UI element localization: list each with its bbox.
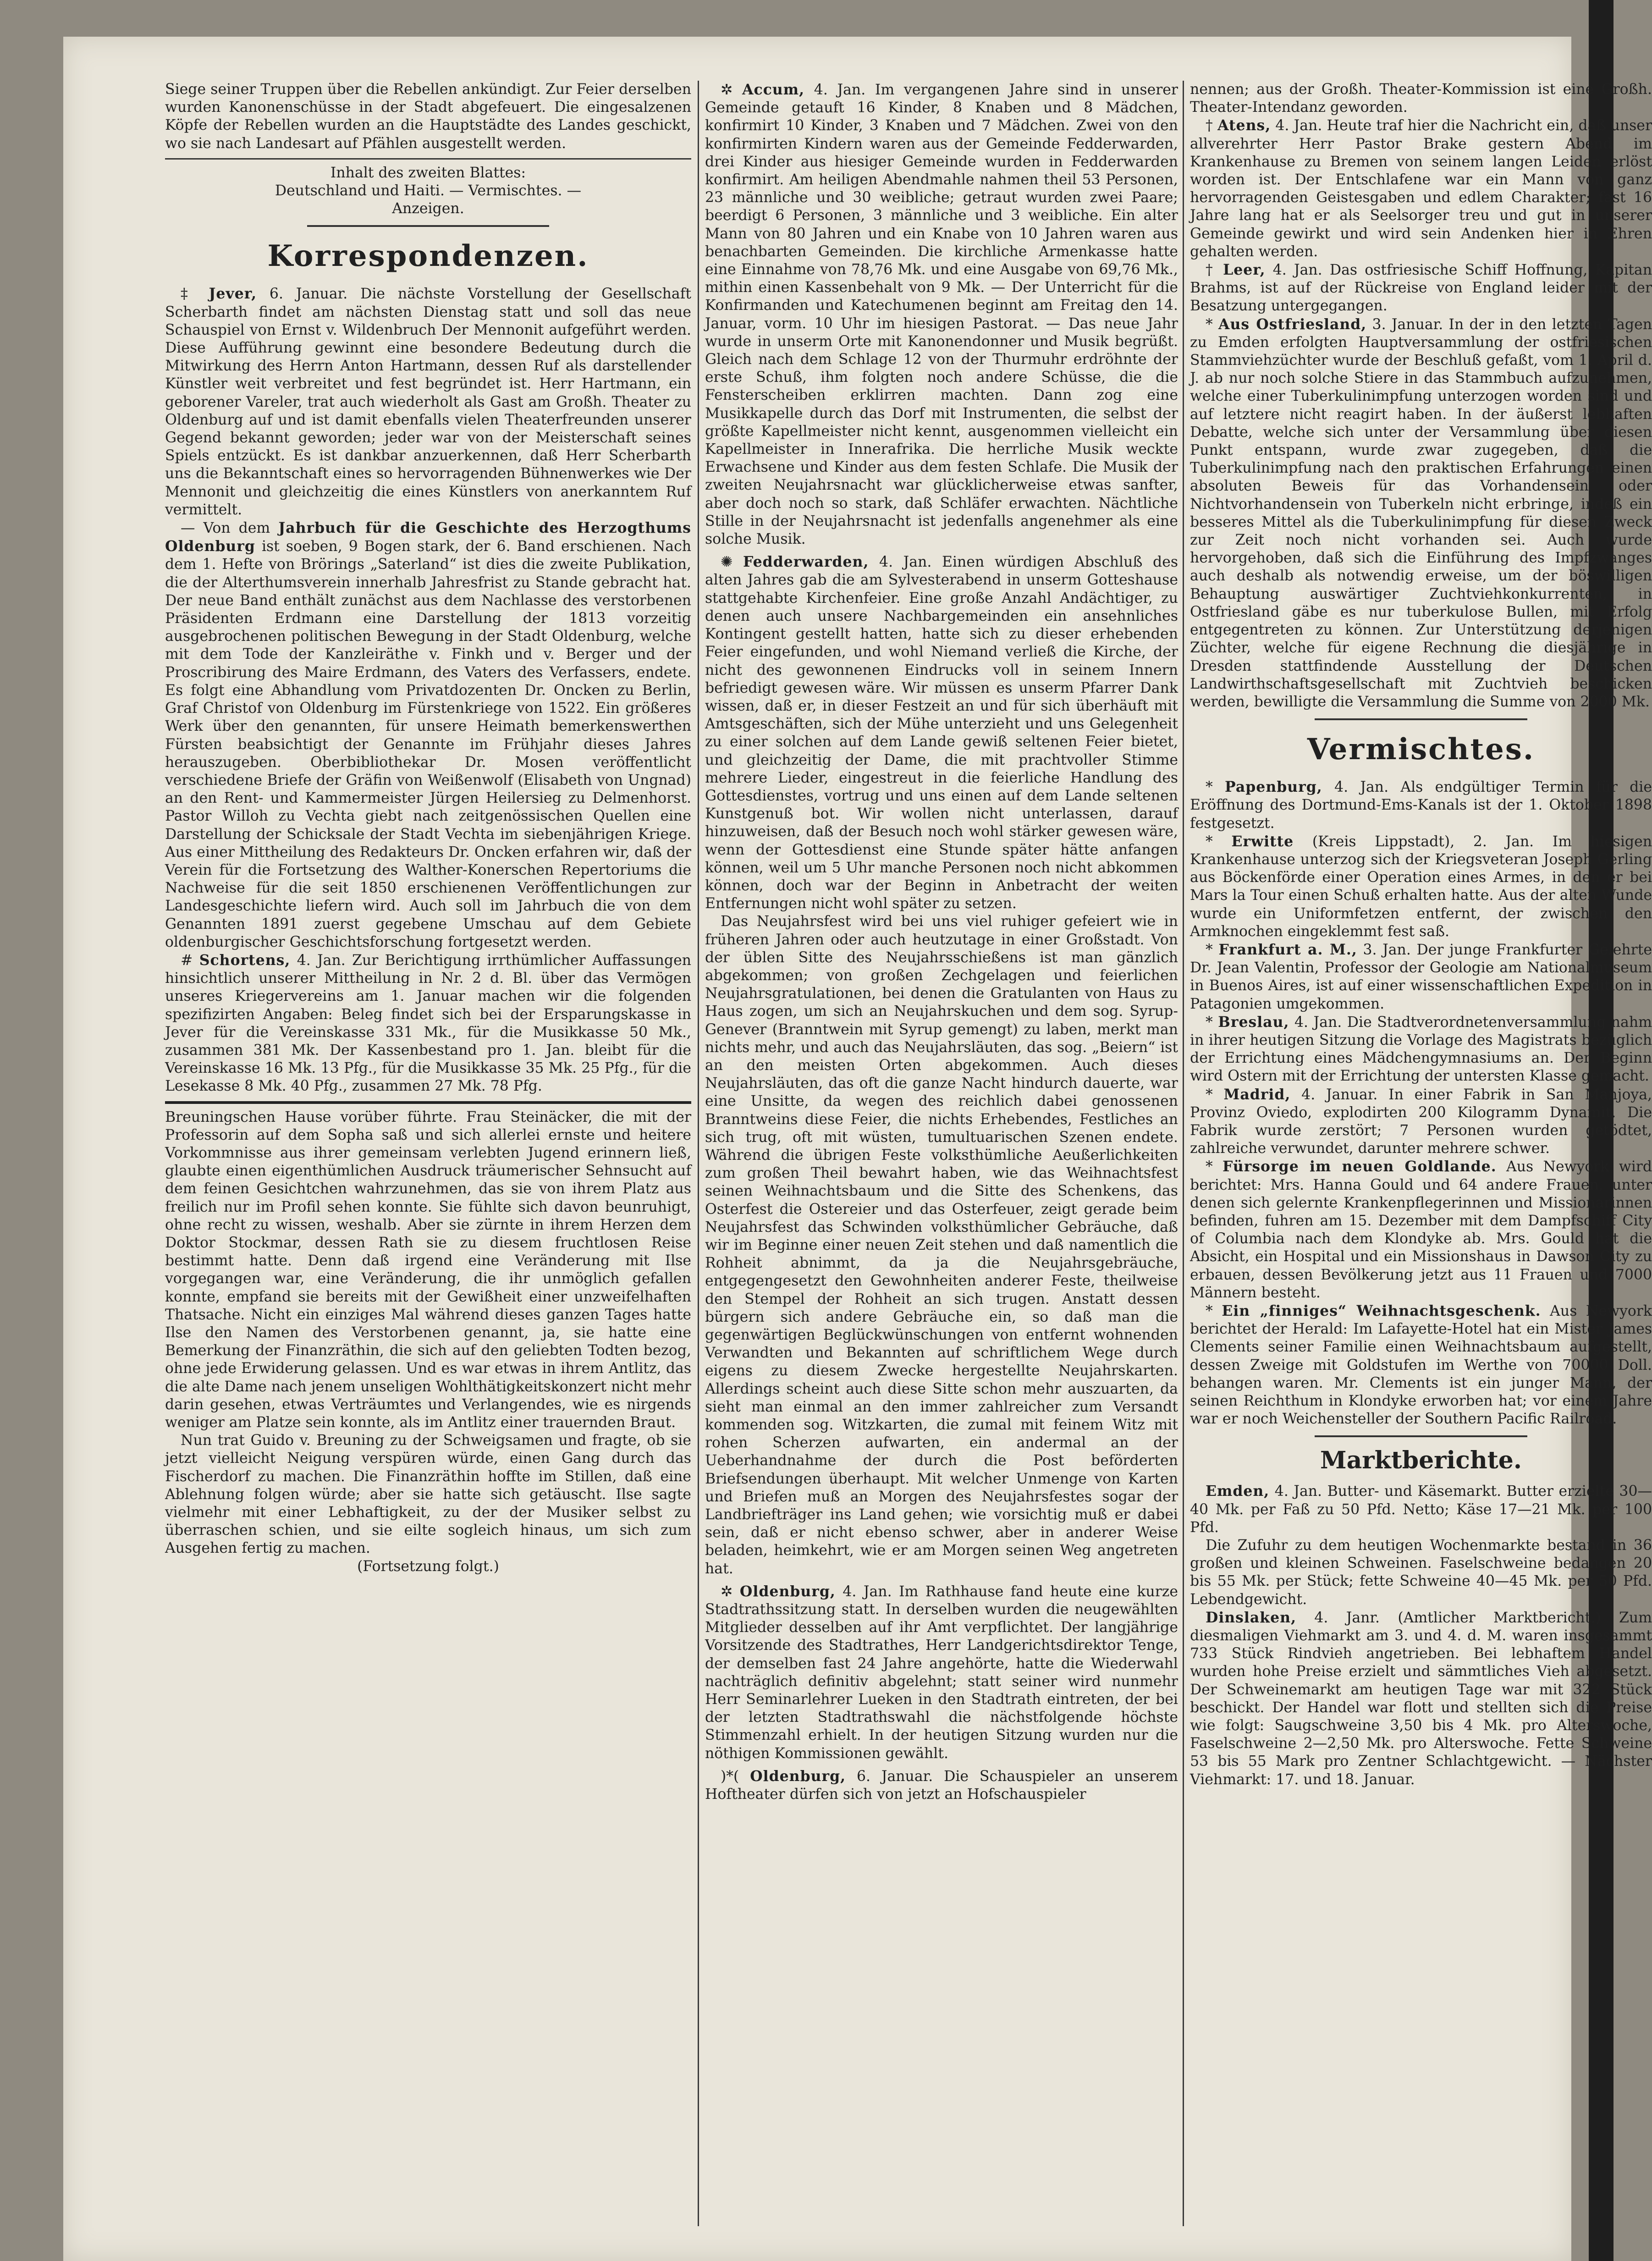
dateline-place: Erwitte xyxy=(1231,833,1294,850)
spacer xyxy=(705,1578,1178,1583)
article-body: 6. Januar. Die nächste Vorstellung der Gesellschaft Scherbarth findet am nächsten Dienstag statt und soll das neue Schauspiel von Ernst v. Wildenbruch Der Mennonit aufgeführt werden. Diese Aufführung gewinnt eine besondere Bedeutung durch die Mitwirkung des Herrn Anton Hartmann, dessen Ruf als darstellender Künstler weit verbreitet und fest begründet ist. Herr Hartmann, ein geborener Vareler, trat auch wiederholt als Gast am Großh. Theater zu Oldenburg auf und ist damit ebenfalls vielen Theaterfreunden unserer Gegend bekannt geworden; jeder war von der Meisterschaft seines Spiels entzückt. Es ist dankbar anzuerkennen, daß Herr Scherbarth uns die Bekanntschaft eines so hervorragenden Bühnenwerkes wie Der Mennonit und gleichzeitig die eines Künstlers von anerkanntem Ruf vermittelt. xyxy=(165,286,692,518)
dateline-place: Fedderwarden, xyxy=(743,553,869,571)
continued-paragraph: Siege seiner Truppen über die Rebellen ankündigt. Zur Feier derselben wurden Kanonenschüsse in der Stadt abgefeuert. Die eingesalzenen Köpfe der Rebellen wurden an die Hauptstädte des Landes geschickt, wo sie nach Landesart auf Pfählen ausgestellt werden. xyxy=(165,81,691,152)
article-body: 4. Jan. Im Rathhause fand heute eine kurze Stadtrathssitzung statt. In derselben wurden die neugewählten Mitglieder desselben auf ihr Amt verpflichtet. Der langjährige Vorsitzende des Stadtrathes, Herr Landgerichtsdirektor Tenge, der demselben fast 24 Jahre angehörte, hatte die Wiederwahl nachträglich definitiv abgelehnt; statt seiner wird nunmehr Herr Seminarlehrer Lueken in den Stadtrath eintreten, der bei der letzten Stadtrathswahl die nächstfolgende höchste Stimmenzahl erhielt. In der heutigen Sitzung wurden nur die nöthigen Kommissionen gewählt. xyxy=(705,1583,1178,1762)
dateline-place: Oldenburg, xyxy=(739,1583,836,1600)
dateline-place: Breslau, xyxy=(1218,1013,1289,1031)
article-body: 3. Januar. In der in den letzten Tagen zu Emden erfolgten Hauptversammlung der ostfriesischen Stammviehzüchter wurde der Beschluß gefaßt, vom 1. April d. J. ab nur noch solche Stiere in das Stammbuch aufzunehmen, welche einer Tuberkulinimpfung unterzogen worden sind und auf letztere nicht reagirt haben. In der äußerst lebhaften Debatte, welche sich unter der Versammlung über diesen Punkt entspann, wurde zwar zugegeben, daß die Tuberkulinimpfung nach den praktischen Erfahrungen einen absoluten Beweis für das Vorhandensein oder Nichtvorhandensein von Tuberkeln nicht erbringe, indeß ein besseres Mittel als die Tuberkulinimpfung für diesen Zweck zur Zeit noch nicht vorhanden sei. Auch wurde hervorgehoben, daß sich die Einführung des Impfzwanges auch deshalb als notwendig erweise, um der böswilligen Behauptung auswärtiger Zuchtviehkonkurrenten, in Ostfriesland gäbe es nur tuberkulose Bullen, mit Erfolg entgegentreten zu können. Zur Unterstützung derjenigen Züchter, welche für eigene Rechnung die diesjährige in Dresden stattfindende Ausstellung der Deutschen Landwirthschaftsgesellschaft mit Zuchtvieh beschicken werden, bewilligte die Versammlung die Summe von 2000 Mk. xyxy=(1190,316,1652,710)
article-fedderwarden xyxy=(705,553,1178,913)
dateline-place: Leer, xyxy=(1223,261,1266,279)
dateline-place: Emden, xyxy=(1206,1483,1270,1500)
article-frankfurt xyxy=(1190,941,1652,1013)
column-rule xyxy=(1183,81,1184,2226)
dateline-place: Schortens, xyxy=(199,951,291,969)
article-mark: # xyxy=(181,952,193,969)
article-leer xyxy=(1190,261,1652,315)
article-ostfriesland xyxy=(1190,315,1652,711)
dateline-place: Jever, xyxy=(209,285,257,303)
article-body: 4. Jan. Heute traf hier die Nachricht ein, daß unser allverehrter Herr Pastor Brake gestern Abend im Krankenhause zu Bremen von seinem langen Leiden erlöst worden ist. Der Entschlafene war ein Mann von ganz hervorragenden Geistesgaben und edlem Charakter; fast 16 Jahre lang hat er als Seelsorger treu und gut in unserer Gemeinde gewirkt und wird sein Andenken hier in Ehren gehalten werden. xyxy=(1190,117,1652,260)
dateline-place: Madrid, xyxy=(1223,1086,1291,1103)
newspaper-page xyxy=(63,37,1652,2261)
article-accum xyxy=(705,81,1178,548)
article-body: ist soeben, 9 Bogen stark, der 6. Band erschienen. Nach dem 1. Hefte von Brörings „Saterland“ ist dies die zweite Publikation, die der Alterthumsverein innerhalb Jahresfrist zu Stande gebracht hat. Der neue Band enthält zunächst aus dem Nachlasse des verstorbenen Präsidenten Erdmann eine Darstellung der 1813 vorzeitig ausgebrochenen politischen Bewegung in der Stadt Oldenburg, welche mit dem Tode der Kanzleiräthe v. Finkh und v. Berger und der Proscribirung des Maire Erdmann, des Vaters des Verfassers, endete. Es folgt eine Abhandlung vom Privatdozenten Dr. Oncken zu Berlin, Graf Christof von Oldenburg im Fürstenkriege von 1522. Ein größeres Werk über den genannten, für unsere Heimath bemerkenswerthen Fürsten beabsichtigt der Genannte im Frühjahr dieses Jahres herauszugeben. Oberbibliothekar Dr. Mosen veröffentlicht verschiedene Briefe der Gräfin von Weißenwolf (Elisabeth von Ungnad) an den Rent- und Kammermeister Jürgen Heilersieg zu Delmenhorst. Pastor Willoh zu Vechta giebt nach zeitgenössischen Quellen eine Darstellung der Schicksale der Stadt Vechta im siebenjährigen Kriege. Aus einer Mittheilung des Redakteurs Dr. Oncken erfahren wir, daß der Verein für die Fortsetzung des Walther-Konerschen Repertoriums die Nachweise für die seit 1850 erschienenen Veröffentlichungen zur Landesgeschichte liefern wird. Auch soll im Jahrbuch die von dem Genannten 1891 zuerst gegebene Umschau auf dem Gebiete oldenburgischer Geschichtsforschung fortgesetzt werden. xyxy=(165,538,691,950)
feuilleton-paragraph: Nun trat Guido v. Breuning zu der Schweigsamen und fragte, ob sie jetzt vielleicht Neigung verspüren würde, einen Gang durch das Fischerdorf zu machen. Die Finanzräthin hoffte im Stillen, daß eine Ablehnung folgen würde; aber sie hatte sich getäuscht. Ilse sagte vielmehr mit einer Lebhaftigkeit, zu der der Musiker selbst zu überraschen schien, und sie eilte sogleich hinaus, um sich zum Ausgehen fertig zu machen. xyxy=(165,1432,691,1557)
article-headline: Fürsorge im neuen Goldlande. xyxy=(1222,1158,1497,1175)
feuilleton-paragraph: Breuningschen Hause vorüber führte. Frau Steinäcker, die mit der Professorin auf dem Sopha saß und sich allerlei ernste und heitere Vorkommnisse aus ihrer gemeinsam verlebten Jugend erinnern ließ, glaubte einen eigenthümlichen Ausdruck träumerischer Sehnsucht auf dem feinen Gesichtchen wahrzunehmen, das sie von ihrem Platz aus freilich nur im Profil sehen konnte. Sie fühlte sich davon beunruhigt, ohne recht zu wissen, weshalb. Aber sie zürnte in ihrem Herzen dem Doktor Stockmar, dessen Rath sie zu diesem fruchtlosen Reise bestimmt hatte. Denn daß irgend eine Veränderung mit Ilse vorgegangen war, eine Veränderung, die ihr unmöglich gefallen konnte, empfand sie bereits mit der Gewißheit einer unzweifelhaften Thatsache. Nicht ein einziges Mal während dieses ganzen Tages hatte Ilse den Namen des Verstorbenen genannt, ja, sie hatte eine Bemerkung der Finanzräthin, die sich auf den geliebten Todten bezog, ohne jede Erwiderung gelassen. Und es war etwas in ihrem Antlitz, das die alte Dame nach jenem unseligen Wohlthätigkeitskonzert nicht mehr darin gesehen, etwas Verträumtes und Verlangendes, wie es nirgends weniger am Platze sein konnte, als im Antlitz einer trauernden Braut. xyxy=(165,1108,691,1431)
article-erwitte xyxy=(1190,833,1652,941)
dateline-place: Dinslaken, xyxy=(1206,1609,1297,1626)
article-body: 4. Janr. (Amtlicher Marktbericht.) Zum diesmaligen Viehmarkt am 3. und 4. d. M. waren insgesammt 733 Stück Rindvieh angetrieben. Bei lebhaftem Handel wurden hohe Preise erzielt und sämmtliches Vieh abgesetzt. Der Schweinemarkt am heutigen Tage war mit 322 Stück beschickt. Der Handel war flott und stellten sich die Preise wie folgt: Saugschweine 3,50 bis 4 Mk. pro Alterswoche, Faselschweine 2—2,50 Mk. pro Alterswoche. Fette Schweine 53 bis 55 Mark pro Zentner Schlachtgewicht. — Nächster Viehmarkt: 17. und 18. Januar. xyxy=(1190,1609,1652,1788)
article-body: (Kreis Lippstadt), 2. Jan. Im hiesigen Krankenhause unterzog sich der Kriegsveteran Joseph Gerling aus Böckenförde einer Operation eines Armes, in den er bei Mars la Tour einen Schuß erhalten hatte. Aus der alten Wunde wurde ein Uniformfetzen entfernt, der zwischen den Armknochen eingeklemmt fest saß. xyxy=(1190,833,1652,940)
article-mark: ✲ xyxy=(721,82,733,98)
article-body: 3. Jan. Der junge Frankfurter Gelehrte Dr. Jean Valentin, Professor der Geologie am Nationalmuseum in Buenos Aires, ist auf einer wissenschaftlichen Expedition in Patagonien umgekommen. xyxy=(1190,941,1652,1012)
article-dinslaken xyxy=(1190,1609,1652,1789)
article-body: Aus Newyork wird berichtet: Mrs. Hanna Gould und 64 andere Frauen, unter denen sich gelernte Krankenpflegerinnen und Missionarinnen befinden, fuhren am 15. Dezember mit dem Dampfschiff City of Columbia nach dem Klondyke ab. Mrs. Gould hat die Absicht, ein Hospital und ein Missionshaus in Dawson City zu erbauen, dessen Bevölkerung jetzt aus 11 Frauen und 7000 Männern besteht. xyxy=(1190,1158,1652,1301)
article-mark: * xyxy=(1206,779,1213,796)
article-lead: — Von dem xyxy=(181,520,270,537)
dateline-place: Aus Ostfriesland, xyxy=(1218,315,1367,333)
article-headline: Ein „finniges“ Weihnachtsgeschenk. xyxy=(1222,1302,1541,1319)
short-rule xyxy=(307,225,549,227)
article-paragraph: Die Zufuhr zu dem heutigen Wochenmarkte bestand in 36 großen und kleinen Schweinen. Faselschweine bedangen 20 bis 55 Mk. per Stück; fette Schweine 40—45 Mk. per 50 Pfd. Lebendgewicht. xyxy=(1190,1537,1652,1608)
contents-line: Deutschland und Haiti. — Vermischtes. — xyxy=(275,182,582,199)
article-mark: )*( xyxy=(721,1768,739,1785)
article-breslau xyxy=(1190,1013,1652,1086)
article-body: Aus Newyork berichtet der Herald: Im Lafayette-Hotel hat ein Mister James Clements seiner Familie einen Weihnachtsbaum aufgestellt, dessen Zweige mit Goldstufen im Werthe von 70000 Doll. behangen waren. Mr. Clements ist ein junger Mann, der seinen Reichthum in Klondyke erworben hat; vor einem Jahre war er noch Weichensteller der Southern Pacific Railroad. xyxy=(1190,1303,1652,1428)
continuation-note: (Fortsetzung folgt.) xyxy=(357,1558,499,1575)
article-mark: † xyxy=(1206,117,1213,134)
column-rule xyxy=(698,81,699,2226)
divider xyxy=(165,158,691,160)
article-mark: ✺ xyxy=(721,554,733,571)
article-body: 4. Jan. Zur Berichtigung irrthümlicher Auffassungen hinsichtlich unserer Mittheilung in Nr. 2 d. Bl. über das Vermögen unseres Kriegervereins am 1. Januar machen wir die folgenden spezifizirten Angaben: Beleg findet sich bei der Ersparungskasse in Jever für die Vereinskasse 331 Mk., für die Musikkasse 50 Mk., zusammen 381 Mk. Der Kassenbestand pro 1. Jan. bleibt für die Vereinskasse 16 Mk. 13 Pfg., für die Musikkasse 35 Mk. 25 Pfg., für die Lesekasse 8 Mk. 40 Pfg., zusammen 27 Mk. 78 Pfg. xyxy=(165,952,692,1095)
article-mark: * xyxy=(1206,1303,1213,1319)
article-papenburg xyxy=(1190,778,1652,833)
spacer xyxy=(705,1763,1178,1767)
article-oldenburg-1 xyxy=(705,1583,1178,1763)
article-jahrbuch xyxy=(165,519,691,951)
article-paragraph: Das Neujahrsfest wird bei uns viel ruhiger gefeiert wie in früheren Jahren oder auch heutzutage in einer Großstadt. Von der üblen Sitte des Neujahrsschießens ist man gänzlich abgekommen; von großen Zechgelagen und feierlichen Neujahrsgratulationen, bei denen die Gratulanten von Haus zu Haus zogen, um sich an Neujahrskuchen und dem sog. Syrup-Genever (Branntwein mit Syrup gemengt) zu laben, merkt man nichts mehr, und auch das Neujahrsläuten, das sog. „Beiern“ ist an den meisten Orten abgekommen. Auch dieses Neujahrsläuten, das oft die ganze Nacht hindurch dauerte, war eine Unsitte, da wegen des reichlich dabei genossenen Branntweins diese Feier, die nichts Erhebendes, Festliches an sich trug, oft mit wüsten, tumultuarischen Szenen endete. Während die übrigen Feste volksthümliche Aeußerlichkeiten zum großen Theil bewahrt haben, wie das Weihnachtsfest seinen Weihnachtsbaum und die Sitte des Schenkens, das Osterfest die Ostereier und das Osterfeuer, zeigt gerade beim Neujahrsfest das Schwinden volksthümlicher Gebräuche, daß wir im Beginne einer neuen Zeit stehen und daß namentlich die Rohheit abnimmt, da ja die Neujahrsgebräuche, entgegengesetzt den Gewohnheiten anderer Feste, theilweise den Stempel der Rohheit an sich trugen. Anstatt dessen bürgern sich andere Gebräuche ein, so daß man die gegenwärtigen Beglückwünschungen von entfernt wohnenden Verwandten und Bekannten auf schriftlichem Wege durch eigens zu diesem Zwecke hergestellte Neujahrskarten. Allerdings scheint auch diese Sitte schon mehr auszuarten, da sieht man einmal an den immer zahlreicher zum Versandt kommenden sog. Witzkarten, die zumal mit feinem Witz mit rohen Scherzen aufwarten, ein andermal an der Ueberhandnahme der durch die Post beförderten Briefsendungen überhaupt. Mit welcher Unmenge von Karten und Briefen muß an Morgen des Neujahrsfestes sogar der Landbriefträger ins Land gehen; wie vorsichtig muß er dabei sein, daß er nicht ebenso schwer, aber in anderer Weise beladen, heimkehrt, wie er am Morgen seinen Weg angetreten hat. xyxy=(705,913,1178,1577)
section-title-correspondence: Korrespondenzen. xyxy=(267,239,589,274)
section-title-miscellaneous: Vermischtes. xyxy=(1307,732,1535,767)
book-title: Jahrbuch für die Geschichte des Herzogthums Oldenburg xyxy=(165,519,691,555)
article-goldland xyxy=(1190,1158,1652,1302)
continued-paragraph: nennen; aus der Großh. Theater-Kommission ist eine Großh. Theater-Intendanz geworden. xyxy=(1190,81,1652,116)
article-body: 4. Januar. In einer Fabrik in San Manjoya, Provinz Oviedo, explodirten 200 Kilogramm Dynamit. Die Fabrik wurde zerstört; 7 Personen wurden getödtet, zahlreiche verwundet, darunter mehrere schwer. xyxy=(1190,1086,1652,1157)
dateline-place: Oldenburg, xyxy=(750,1767,846,1785)
article-body: 4. Jan. Als endgültiger Termin für die Eröffnung des Dortmund-Ems-Kanals ist der 1. Oktober 1898 festgesetzt. xyxy=(1190,779,1652,832)
contents-heading: Inhalt des zweiten Blattes: xyxy=(330,164,526,181)
article-body: 4. Jan. Butter- und Käsemarkt. Butter erzielte 30—40 Mk. per Faß zu 50 Pfd. Netto; Käse 17—21 Mk. per 100 Pfd. xyxy=(1190,1483,1652,1536)
column-3 xyxy=(1190,81,1652,2226)
article-body: 4. Jan. Die Stadtverordnetenversammlung nahm in ihrer heutigen Sitzung die Vorlage des Magistrats bezüglich der Errichtung eines Mädchengymnasiums an. Der Beginn wird Ostern mit der Errichtung der untersten Klasse gemacht. xyxy=(1190,1014,1652,1085)
article-mark: * xyxy=(1206,1014,1213,1031)
column-2 xyxy=(705,81,1178,2226)
article-mark: * xyxy=(1206,833,1213,850)
article-mark: * xyxy=(1206,941,1213,958)
article-mark: * xyxy=(1206,1086,1213,1103)
article-body: 6. Januar. Die Schauspieler an unserem Hoftheater dürfen sich von jetzt an Hofschauspieler xyxy=(705,1768,1178,1803)
article-madrid xyxy=(1190,1086,1652,1158)
article-christmas-gift xyxy=(1190,1302,1652,1428)
article-mark: † xyxy=(1206,262,1216,279)
column-1 xyxy=(165,81,691,2226)
feuilleton-divider xyxy=(165,1101,691,1104)
article-jever xyxy=(165,285,691,519)
contents-line: Anzeigen. xyxy=(392,200,464,217)
short-rule xyxy=(1315,718,1527,720)
article-mark: * xyxy=(1206,316,1213,333)
article-mark: ‡ xyxy=(181,286,196,303)
dateline-place: Atens, xyxy=(1217,117,1271,134)
dateline-place: Papenburg, xyxy=(1225,778,1322,796)
article-body: 4. Jan. Das ostfriesische Schiff Hoffnung, Kapitan Brahms, ist auf der Rückreise von England leider mit der Besatzung untergegangen. xyxy=(1190,262,1652,314)
article-atens xyxy=(1190,116,1652,261)
article-mark: ✲ xyxy=(721,1583,733,1600)
article-oldenburg-2 xyxy=(705,1767,1178,1803)
dateline-place: Accum, xyxy=(742,81,805,98)
article-body: 4. Jan. Im vergangenen Jahre sind in unserer Gemeinde getauft 16 Kinder, 8 Knaben und 8 Mädchen, konfirmirt 10 Kinder, 3 Knaben und 7 Mädchen. Zwei von den konfirmirten Kindern waren aus der Gemeinde Fedderwarden, drei Kinder aus hiesiger Gemeinde wurden in Fedderwarden konfirmirt. Am heiligen Abendmahle nahmen theil 53 Personen, 23 männliche und 30 weibliche; getraut wurden zwei Paare; beerdigt 6 Personen, 3 männliche und 3 weibliche. Ein alter Mann von 80 Jahren und ein Knabe von 10 Jahren waren aus benachbarten Gemeinden. Die kirchliche Armenkasse hatte eine Einnahme von 78,76 Mk. und eine Ausgabe von 69,76 Mk., mithin einen Kassenbehalt von 9 Mk. — Der Unterricht für die Konfirmanden und Katechumenen beginnt am Freitag den 14. Januar, vorm. 10 Uhr im hiesigen Pastorat. — Das neue Jahr wurde in unserm Orte mit Kanonendonner und Musik begrüßt. Gleich nach dem Schlage 12 von der Thurmuhr erdröhnte der erste Schuß, ihm folgten noch andere Schüsse, die die Fensterscheiben erklirren machten. Dann zog eine Musikkapelle durch das Dorf mit Instrumenten, die selbst der größte Kapellmeister nicht kennt, ausgenommen vielleicht ein Kapellmeister in Innerafrika. Die herrliche Musik weckte Erwachsene und Kinder aus dem festen Schlafe. Die Musik der zweiten Neujahrsnacht war glücklicherweise etwas sanfter, aber doch noch so stark, daß Schläfer erwachten. Nächtliche Stille in der Neujahrsnacht ist jedenfalls angenehmer als eine solche Musik. xyxy=(705,82,1178,548)
spacer xyxy=(705,548,1178,553)
article-emden xyxy=(1190,1482,1652,1537)
article-schortens xyxy=(165,951,691,1096)
dateline-place: Frankfurt a. M., xyxy=(1218,941,1357,958)
article-body: 4. Jan. Einen würdigen Abschluß des alten Jahres gab die am Sylvesterabend in unserm Gotteshause stattgehabte Kirchenfeier. Eine große Anzahl Andächtiger, zu denen auch unsere Nachbargemeinden ein ansehnliches Kontingent gestellt hatten, hatte sich zu dieser erhebenden Feier eingefunden, und wohl Niemand verließ die Kirche, der nicht des gewonnenen Eindrucks voll in seinem Innern befriedigt gewesen wäre. Wir müssen es unserm Pfarrer Dank wissen, daß er, in dieser Festzeit an und für sich überhäuft mit Amtsgeschäften, sich der Mühe unterzieht und uns Gelegenheit zu einer solchen auf dem Lande gewiß seltenen Feier bietet, und gleichzeitig der Dame, die mit prachtvoller Stimme mehrere Lieder, eingestreut in die feierliche Handlung des Gottesdienstes, vortrug und uns einen auf dem Lande seltenen Kunstgenuß bot. Wir wollen nicht unterlassen, darauf hinzuweisen, daß der Besuch noch wohl stärker gewesen wäre, wenn der Gottesdienst eine Stunde später hätte anfangen können, weil um 5 Uhr manche Personen noch nicht abkommen können, doch war der Beginn in Anbetracht der weiten Entfernungen nicht wohl später zu setzen. xyxy=(705,554,1178,912)
short-rule xyxy=(1315,1435,1527,1437)
section-title-market-reports: Marktberichte. xyxy=(1320,1446,1522,1475)
article-mark: * xyxy=(1206,1158,1213,1175)
